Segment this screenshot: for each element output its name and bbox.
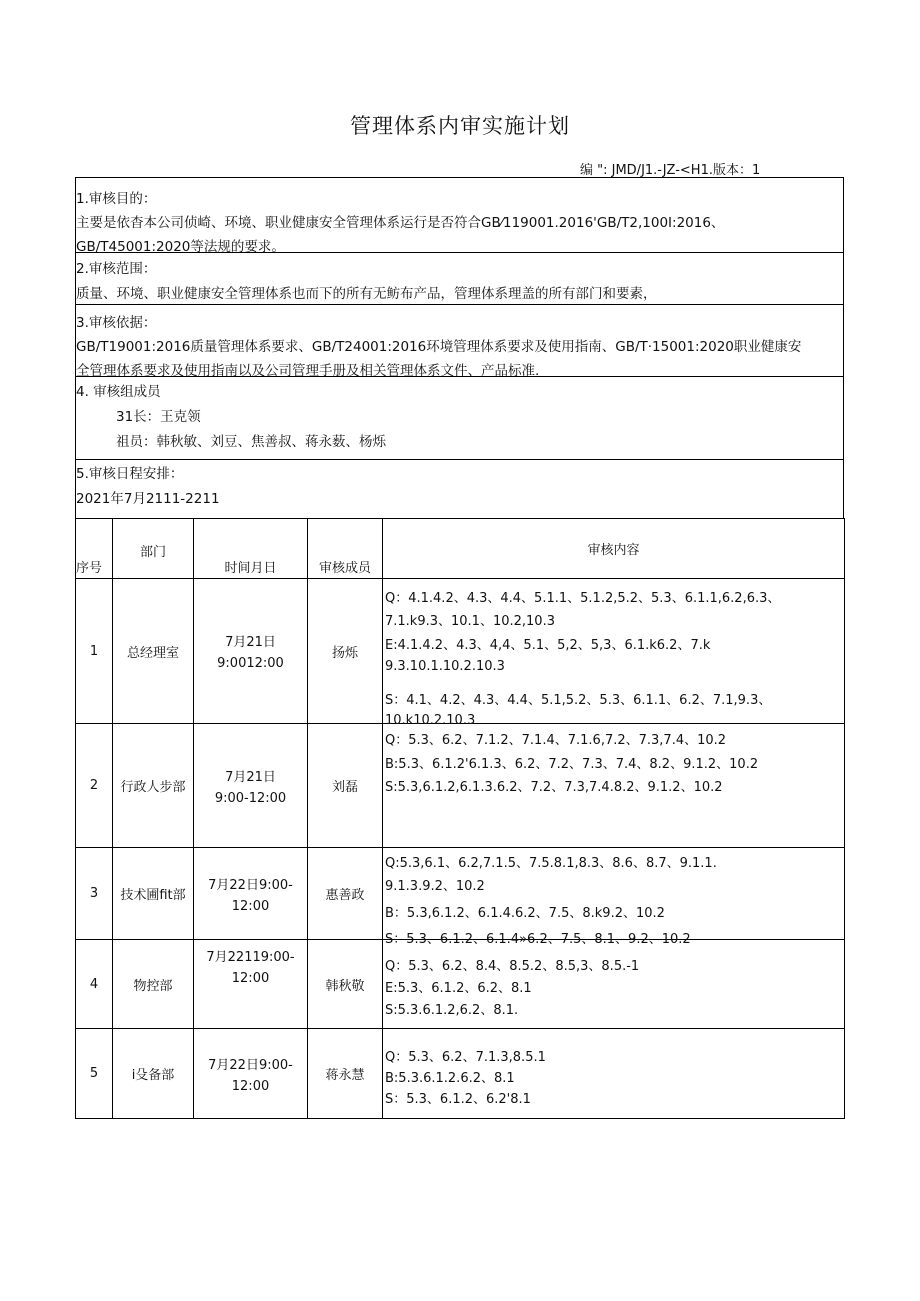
schedule-dates: 2021年7月2111-2211 — [76, 491, 220, 507]
table-row — [76, 724, 845, 848]
row-auditor: 韩秋敬 — [308, 940, 383, 1029]
row-seq: 4 — [76, 940, 113, 1029]
table-header-row — [76, 519, 845, 579]
row-dept: 物控部 — [113, 940, 194, 1029]
team-heading: 4. 审核组成员 — [76, 384, 161, 400]
team-members: 祖员：韩秋敏、刘豆、焦善叔、蒋永薮、杨烁 — [116, 434, 386, 450]
header-auditor: 审核成员 — [308, 519, 383, 579]
row-time: 7月22日9:00- 12:00 — [194, 1029, 308, 1119]
table-row — [76, 579, 845, 724]
team-section — [76, 377, 843, 460]
scope-line: 质量、环境、职业健康安全管理体系也而下的所有无鲂布产品，管理体系理盖的所有部门和要素， — [76, 286, 657, 302]
row-dept: 总经理室 — [113, 579, 194, 724]
table-row — [76, 848, 845, 940]
row-time: 7月21日 9:00-12:00 — [194, 724, 308, 848]
purpose-line: GB/T45001:2020等法规的要求。 — [76, 239, 285, 255]
row-content: Q：5.3、6.2、7.1.2、7.1.4、7.1.6,7.2、7.3,7.4、10.2 B:5.3、6.1.2'6.1.3、6.2、7.2、7.3、7.4、8.2、9.1.2、10.2 S:5.3,6.1.2,6.1.3.6.2、7.2、7.3,7.4.8.2、9.1.2、10.2 — [383, 724, 845, 848]
row-dept: i殳备部 — [113, 1029, 194, 1119]
row-auditor: 蒋永慧 — [308, 1029, 383, 1119]
row-dept: 技术圃fit部 — [113, 848, 194, 940]
row-time: 7月21日 9:0012:00 — [194, 579, 308, 724]
row-seq: 5 — [76, 1029, 113, 1119]
schedule-section — [76, 460, 843, 518]
table-row — [76, 1029, 845, 1119]
team-leader: 31长：王克领 — [116, 409, 201, 425]
purpose-line: 主要是依杳本公司侦崎、环境、职业健康安全管理体系运行是否符合GB⁄119001.2016'GB/T2,100I:2016、 — [76, 215, 725, 231]
row-time: 7月22日9:00- 12:00 — [194, 848, 308, 940]
purpose-heading: 1.审核目的： — [76, 191, 157, 207]
row-time: 7月22119:00- 12:00 — [194, 940, 308, 1029]
row-content: Q：5.3、6.2、7.1.3,8.5.1 B:5.3.6.1.2.6.2、8.1 S：5.3、6.1.2、6.2'8.1 — [383, 1029, 845, 1119]
document-title: 管理体系内审实施计划 — [350, 114, 570, 138]
purpose-section — [76, 178, 843, 253]
header-seq: 序号 — [76, 519, 113, 579]
header-dept: 部门 — [113, 519, 194, 579]
scope-heading: 2.审核范围： — [76, 261, 157, 277]
row-auditor: 扬烁 — [308, 579, 383, 724]
row-dept: 行政人步部 — [113, 724, 194, 848]
schedule-table — [75, 518, 845, 1119]
basis-section — [76, 305, 843, 377]
row-auditor: 刘磊 — [308, 724, 383, 848]
document-number: 编 ": JMD/J1.-JZ-<H1.版本：1 — [580, 163, 761, 178]
row-content: Q：4.1.4.2、4.3、4.4、5.1.1、5.1.2,5.2、5.3、6.1.1,6.2,6.3、 7.1.k9.3、10.1、10.2,10.3 E:4.1.4.2、4.3、4,4、5.1、5,2、5,3、6.1.k6.2、7.k 9.3.10.1.10.2.10.3 S：4.1、4.2、4.3、4.4、5.1,5.2、5.3、6.1.1、6.2、7.1,9.3、 10.k10.2.10.3 — [383, 579, 845, 724]
header-time: 时间月日 — [194, 519, 308, 579]
row-content: Q:5.3,6.1、6.2,7.1.5、7.5.8.1,8.3、8.6、8.7、9.1.1. 9.1.3.9.2、10.2 B：5.3,6.1.2、6.1.4.6.2、7.5、8.k9.2、10.2 S：5.3、6.1.2、6.1.4»6.2、7.5、8.1、9.2、10.2 — [383, 848, 845, 940]
row-content: Q：5.3、6.2、8.4、8.5.2、8.5,3、8.5.-1 E:5.3、6.1.2、6.2、8.1 S:5.3.6.1.2,6.2、8.1. — [383, 940, 845, 1029]
table-row — [76, 940, 845, 1029]
scope-section — [76, 253, 843, 305]
basis-heading: 3.审核依据： — [76, 315, 157, 331]
schedule-heading: 5.审核日程安排： — [76, 466, 184, 482]
row-seq: 3 — [76, 848, 113, 940]
row-auditor: 惠善政 — [308, 848, 383, 940]
row-seq: 1 — [76, 579, 113, 724]
info-box — [75, 177, 844, 519]
row-seq: 2 — [76, 724, 113, 848]
basis-line: GB/T19001:2016质量管理体系要求、GB/T24001:2016环境管理体系要求及使用指南、GB/T·15001:2020职业健康安 — [76, 339, 802, 355]
basis-line: 全管理体系要求及使用指南以及公司管理手册及相关管理体系文件、产品标准. — [76, 363, 540, 379]
header-content: 审核内容 — [383, 519, 845, 579]
